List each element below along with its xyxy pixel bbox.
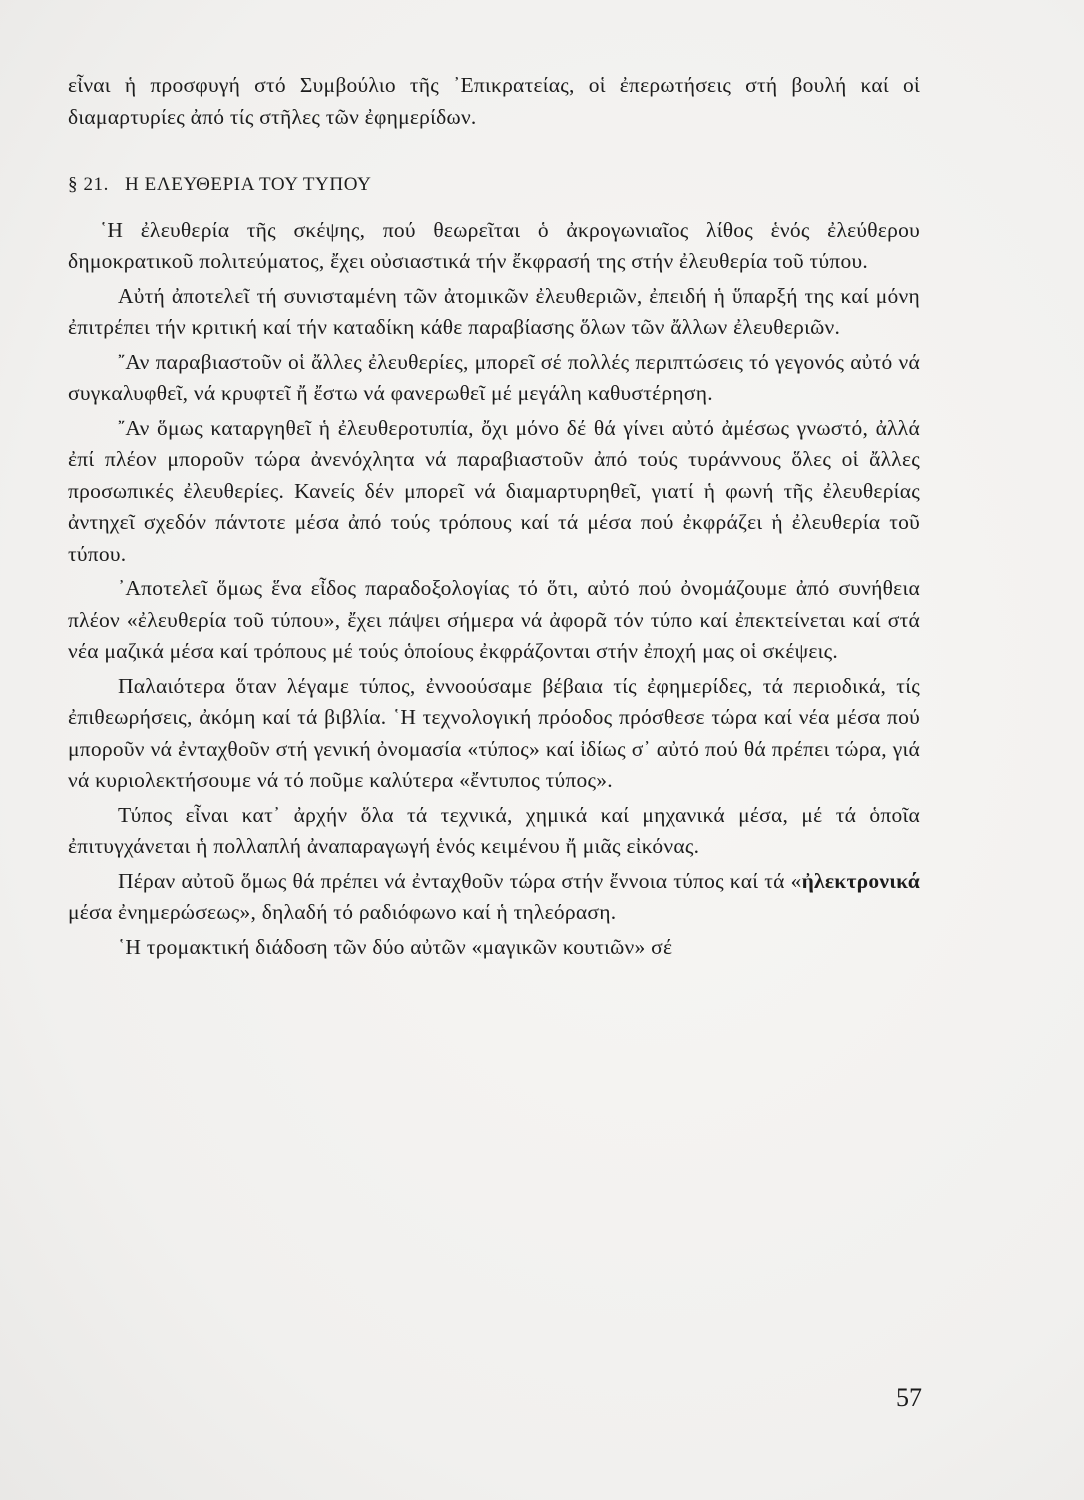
paragraph-text: μέσα ἐνημερώσεως», δηλαδή τό ραδιόφωνο καί ἡ τηλεόραση. bbox=[68, 900, 617, 924]
paragraph bbox=[68, 866, 920, 929]
section-number: § 21. bbox=[68, 174, 109, 195]
paragraph: ῾Η ἐλευθερία τῆς σκέψης, πού θεωρεῖται ὁ ἀκρογωνιαῖος λίθος ἑνός ἐλεύθερου δημοκρατικοῦ πολιτεύματος, ἔχει οὐσιαστικά τήν ἔκφρασή της στήν ἐλευθερία τοῦ τύπου. bbox=[68, 217, 920, 273]
page-text bbox=[68, 70, 920, 963]
paragraph: ῾Η τρομακτική διάδοση τῶν δύο αὐτῶν «μαγικῶν κουτιῶν» σέ bbox=[118, 934, 673, 959]
paragraph: Παλαιότερα ὅταν λέγαμε τύπος, ἐννοούσαμε βέβαια τίς ἐφημερίδες, τά περιοδικά, τίς ἐπιθεωρήσεις, ἀκόμη καί τά βιβλία. ῾Η τεχνολογική πρόοδος πρόσθεσε τώρα καί νέα μέσα πού μποροῦν νά ἐνταχθοῦν στή γενική ὀνομασία «τύπος» καί ἰδίως σ᾿ αὐτό πού θά πρέπει τώρα, γιά νά κυριολεκτήσουμε νά τό ποῦμε καλύτερα «ἔντυπος τύπος». bbox=[68, 673, 920, 792]
paragraph-text: Πέραν αὐτοῦ ὅμως θά πρέπει νά ἐνταχθοῦν τώρα στήν ἔννοια τύπος καί τά « bbox=[118, 868, 802, 893]
bold-term: ἠλεκτρονικά bbox=[801, 868, 920, 893]
paragraph: ῎Αν παραβιαστοῦν οἱ ἄλλες ἐλευθερίες, μπορεῖ σέ πολλές περιπτώσεις τό γεγονός αὐτό νά συγκαλυφθεῖ, νά κρυφτεῖ ἤ ἔστω νά φανερωθεῖ μέ μεγάλη καθυστέρηση. bbox=[68, 349, 920, 405]
intro-paragraph: εἶναι ἡ προσφυγή στό Συμβούλιο τῆς ᾿Επικρατείας, οἱ ἐπερωτήσεις στή βουλή καί οἱ διαμαρτυρίες ἀπό τίς στῆλες τῶν ἐφημερίδων. bbox=[68, 73, 920, 129]
paragraph: ᾿Αποτελεῖ ὅμως ἕνα εἶδος παραδοξολογίας τό ὅτι, αὐτό πού ὀνομάζουμε ἀπό συνήθεια πλέον «ἐλευθερία τοῦ τύπου», ἔχει πάψει σήμερα νά ἀφορᾶ τόν τύπο καί ἐπεκτείνεται καί στά νέα μαζικά μέσα καί τρόπους μέ τούς ὁποίους ἐκφράζονται στήν ἐποχή μας οἱ σκέψεις. bbox=[68, 576, 920, 663]
paragraph: Τύπος εἶναι κατ᾿ ἀρχήν ὅλα τά τεχνικά, χημικά καί μηχανικά μέσα, μέ τά ὁποῖα ἐπιτυγχάνεται ἡ πολλαπλή ἀναπαραγωγή ἑνός κειμένου ἤ μιᾶς εἰκόνας. bbox=[68, 802, 920, 858]
section-title: Η ΕΛΕΥΘΕΡΙΑ ΤΟΥ ΤΥΠΟΥ bbox=[125, 174, 372, 195]
paragraph: ῎Αν ὅμως καταργηθεῖ ἡ ἐλευθεροτυπία, ὄχι μόνο δέ θά γίνει αὐτό ἀμέσως γνωστό, ἀλλά ἐπί πλέον μποροῦν τώρα ἀνενόχλητα νά παραβιαστοῦν ἀπό τούς τυράννους ὅλες οἱ ἄλλες προσωπικές ἐλευθερίες. Κανείς δέν μπορεῖ νά διαμαρτυρηθεῖ, γιατί ἡ φωνή τῆς ἐλευθερίας ἀντηχεῖ σχεδόν πάντοτε μέσα ἀπό τούς τρόπους καί τά μέσα πού ἐκφράζει ἡ ἐλευθερία τοῦ τύπου. bbox=[68, 415, 920, 566]
section-heading bbox=[68, 169, 920, 201]
page-number: 57 bbox=[896, 1383, 922, 1412]
paragraph: Αὐτή ἀποτελεῖ τή συνισταμένη τῶν ἀτομικῶν ἐλευθεριῶν, ἐπειδή ἡ ὕπαρξή της καί μόνη ἐπιτρέπει τήν κριτική καί τήν καταδίκη κάθε παραβίασης ὅλων τῶν ἄλλων ἐλευθεριῶν. bbox=[68, 283, 920, 339]
